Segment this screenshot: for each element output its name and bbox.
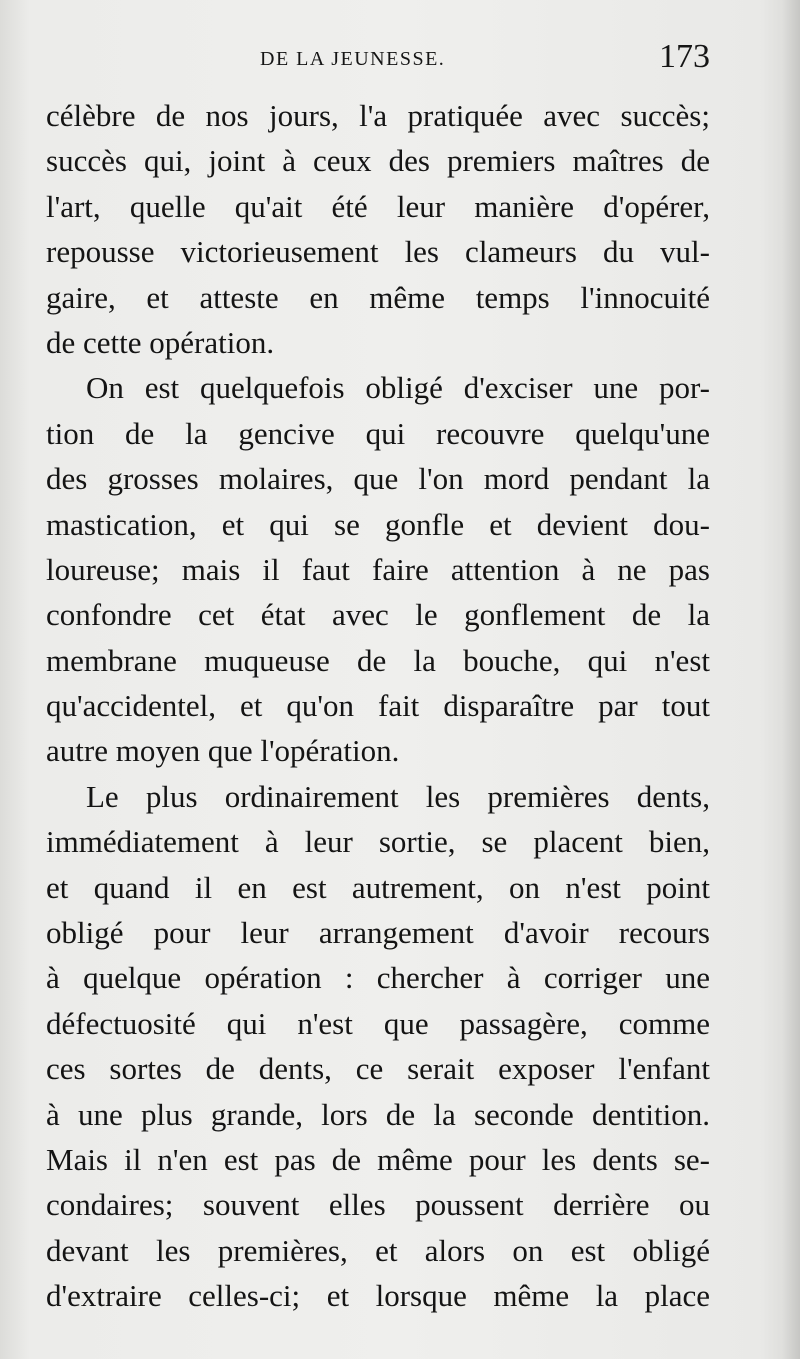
- text-line: des grosses molaires, que l'on mord pendant la: [46, 461, 710, 497]
- text-line: membrane muqueuse de la bouche, qui n'est: [46, 642, 710, 678]
- text-line: à une plus grande, lors de la seconde dentition.: [46, 1096, 710, 1132]
- text-line: succès qui, joint à ceux des premiers maîtres de: [46, 143, 710, 179]
- text-line: mastication, et qui se gonfle et devient dou-: [46, 506, 710, 542]
- text-line: tion de la gencive qui recouvre quelqu'une: [46, 415, 710, 451]
- text-line: loureuse; mais il faut faire attention à ne pas: [46, 551, 710, 587]
- text-line: et quand il en est autrement, on n'est point: [46, 869, 710, 905]
- text-line: ces sortes de dents, ce serait exposer l'enfant: [46, 1051, 710, 1087]
- page-number: 173: [659, 38, 710, 75]
- text-line: autre moyen que l'opération.: [46, 733, 400, 769]
- text-line: à quelque opération : chercher à corriger une: [46, 960, 710, 996]
- text-line: gaire, et atteste en même temps l'innocuité: [46, 279, 710, 315]
- text-line: devant les premières, et alors on est obligé: [46, 1232, 710, 1268]
- text-line: repousse victorieusement les clameurs du vul-: [46, 234, 710, 270]
- body-text: [46, 93, 710, 1319]
- text-line: Mais il n'en est pas de même pour les dents se-: [46, 1141, 710, 1177]
- text-line: confondre cet état avec le gonflement de la: [46, 597, 710, 633]
- text-line: défectuosité qui n'est que passagère, comme: [46, 1005, 710, 1041]
- page-header: [46, 38, 710, 84]
- text-line: célèbre de nos jours, l'a pratiquée avec succès;: [46, 98, 710, 133]
- text-line: d'extraire celles-ci; et lorsque même la place: [46, 1278, 710, 1314]
- text-line: condaires; souvent elles poussent derrière ou: [46, 1187, 710, 1223]
- running-head: DE LA JEUNESSE.: [260, 48, 446, 70]
- text-line: immédiatement à leur sortie, se placent bien,: [46, 824, 710, 860]
- text-line: qu'accidentel, et qu'on fait disparaître par tout: [46, 688, 710, 724]
- page-edge-shadow: [782, 0, 800, 1359]
- paragraph-first-line: On est quelquefois obligé d'exciser une por-: [86, 370, 710, 406]
- text-line: l'art, quelle qu'ait été leur manière d'opérer,: [46, 188, 710, 224]
- paragraph-first-line: Le plus ordinairement les premières dents,: [86, 778, 710, 814]
- text-line: de cette opération.: [46, 324, 275, 360]
- text-line: obligé pour leur arrangement d'avoir recours: [46, 915, 710, 951]
